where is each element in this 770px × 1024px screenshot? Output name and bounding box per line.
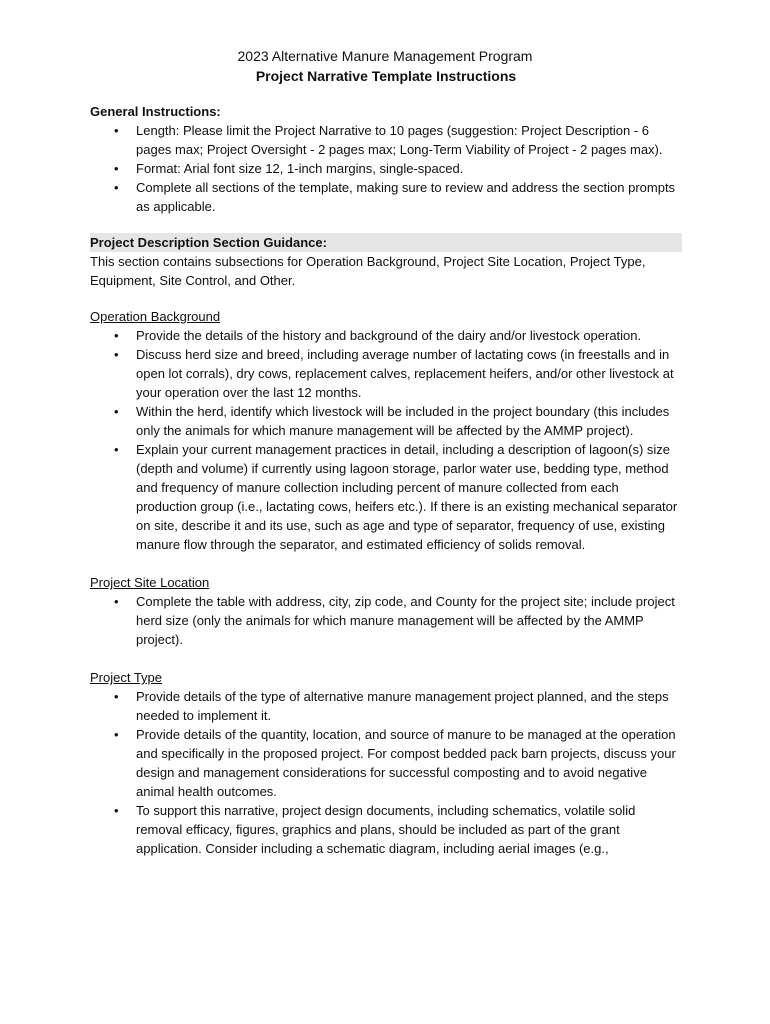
list-item: • Complete the table with address, city, zip code, and County for the project site; include project herd size (only the animals for which manure management will be affected by the AMMP project). bbox=[90, 592, 682, 649]
project-description-heading: Project Description Section Guidance: bbox=[90, 233, 682, 252]
list-item: • To support this narrative, project design documents, including schematics, volatile solid removal efficacy, figures, graphics and plans, should be included as part of the grant application. Consider including a schematic diagram, including aerial images (e.g., bbox=[90, 801, 682, 858]
project-type-heading: Project Type bbox=[90, 670, 163, 685]
project-type-list bbox=[90, 687, 682, 858]
document-page bbox=[90, 46, 682, 858]
list-item: • Provide details of the quantity, location, and source of manure to be managed at the operation and specifically in the proposed project. For compost bedded pack barn projects, discuss your design and management considerations for successful composting and to avoid negative animal health outcomes. bbox=[90, 725, 682, 801]
list-item: • Explain your current management practices in detail, including a description of lagoon(s) size (depth and volume) if currently using lagoon storage, parlor water use, bedding type, method and frequency of manure collection including percent of manure collected from each production group (i.e., lactating cows, heifers etc.). If there is an existing mechanical separator on site, describe it and its use, such as age and type of separator, frequency of use, existing manure flow through the separator, and estimated efficiency of solids removal. bbox=[90, 440, 682, 554]
list-item: • Within the herd, identify which livestock will be included in the project boundary (this includes only the animals for which manure management will be affected by the AMMP project). bbox=[90, 402, 682, 440]
list-item: • Format: Arial font size 12, 1-inch margins, single-spaced. bbox=[90, 159, 682, 178]
general-instructions-list bbox=[90, 121, 682, 216]
list-item: • Complete all sections of the template, making sure to review and address the section prompts as applicable. bbox=[90, 178, 682, 216]
project-description-intro: This section contains subsections for Operation Background, Project Site Location, Project Type, Equipment, Site Control, and Other. bbox=[90, 254, 646, 288]
document-title: 2023 Alternative Manure Management Program bbox=[237, 48, 533, 64]
document-subtitle: Project Narrative Template Instructions bbox=[255, 68, 517, 84]
list-item: • Provide details of the type of alternative manure management project planned, and the steps needed to implement it. bbox=[90, 687, 682, 725]
project-site-location-list bbox=[90, 592, 682, 649]
general-instructions-heading: General Instructions: bbox=[90, 104, 221, 119]
operation-background-list bbox=[90, 326, 682, 554]
list-item: • Length: Please limit the Project Narrative to 10 pages (suggestion: Project Description - 6 pages max; Project Oversight - 2 pages max; Long-Term Viability of Project - 2 pages max). bbox=[90, 121, 682, 159]
project-site-location-heading: Project Site Location bbox=[90, 575, 210, 590]
operation-background-heading: Operation Background bbox=[90, 309, 221, 324]
list-item: • Provide the details of the history and background of the dairy and/or livestock operation. bbox=[90, 326, 682, 345]
list-item: • Discuss herd size and breed, including average number of lactating cows (in freestalls and in open lot corrals), dry cows, replacement calves, replacement heifers, and/or other livestock at your operation over the last 12 months. bbox=[90, 345, 682, 402]
